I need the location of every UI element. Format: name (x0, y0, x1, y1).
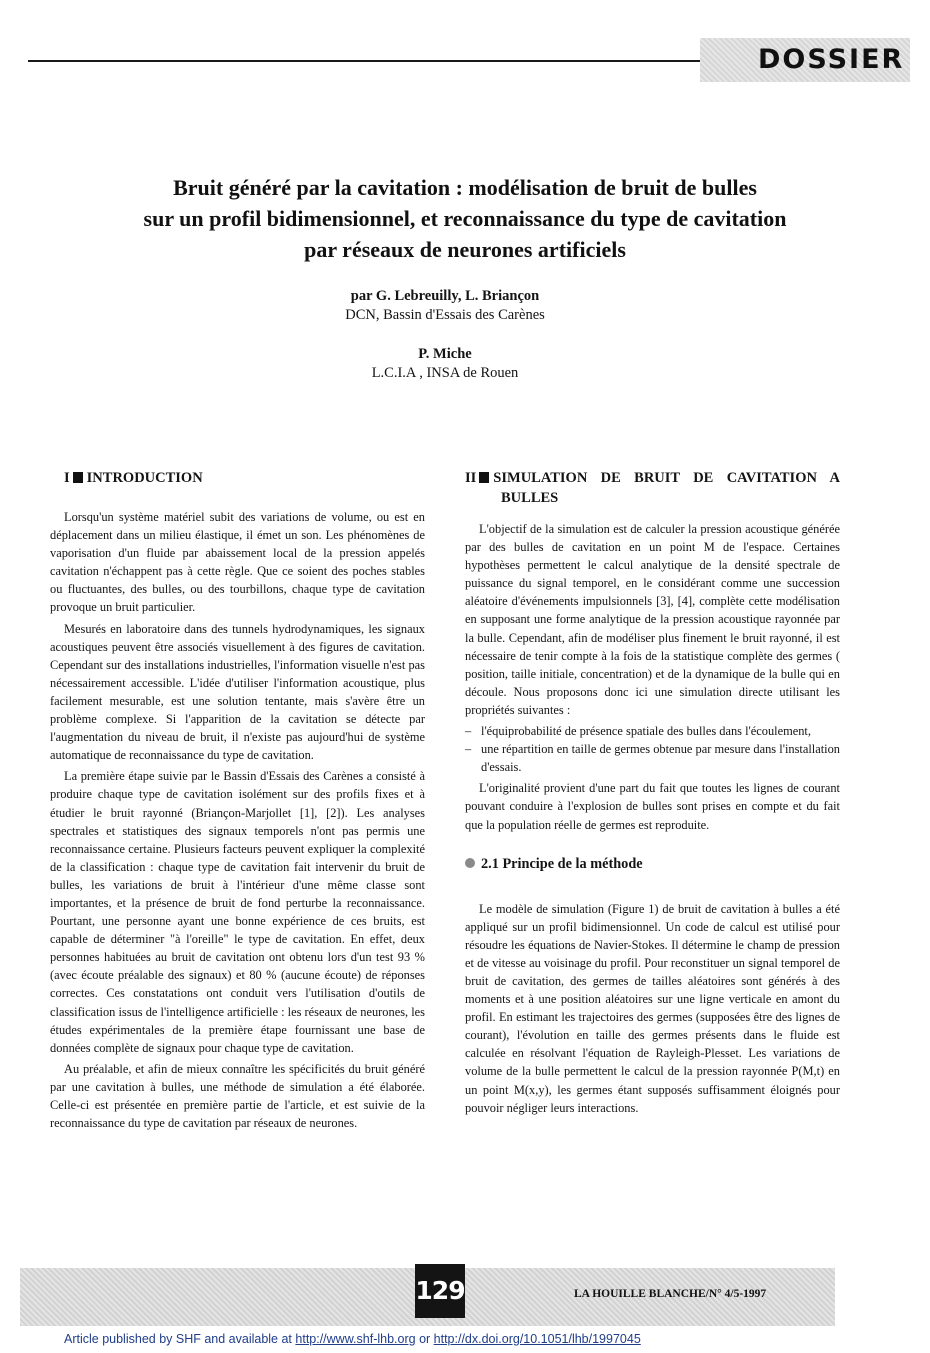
list-marker: – (465, 724, 472, 739)
subsection-title: 2.1 Principe de la méthode (481, 855, 643, 872)
credit-or: or (415, 1332, 434, 1346)
section-heading (50, 468, 425, 488)
author-names: par G. Lebreuilly, L. Briançon (350, 288, 540, 304)
round-bullet-icon (465, 858, 475, 868)
list-item (465, 740, 840, 776)
title-line: par réseaux de neurones artificiels (304, 237, 626, 262)
right-column (465, 468, 840, 1120)
author-block-1 (150, 287, 740, 325)
section-number: II (465, 470, 477, 486)
list-marker: – (465, 742, 472, 757)
left-column (50, 468, 425, 1135)
author-affiliation: DCN, Bassin d'Essais des Carènes (345, 307, 545, 323)
section-heading (465, 468, 840, 508)
square-bullet-icon (479, 472, 489, 483)
credit-text: Article published by SHF and available at (64, 1332, 296, 1346)
square-bullet-icon (73, 472, 83, 483)
list-item-text: une répartition en taille de germes obtenue par mesure dans l'installation d'essais. (481, 742, 840, 775)
page-number: 129 (415, 1264, 465, 1318)
journal-reference: LA HOUILLE BLANCHE/N° 4/5-1997 (574, 1288, 767, 1300)
doi-link[interactable]: http://dx.doi.org/10.1051/lhb/1997045 (433, 1332, 641, 1346)
title-line: Bruit généré par la cavitation : modélisation de bruit de bulles (173, 175, 757, 200)
paragraph: Au préalable, et afin de mieux connaître les spécificités du bruit généré par une cavitation à bulles, une méthode de simulation a été élaborée. Celle-ci est présentée en première partie de l'article, et est suivie de la reconnaissance du type de cavitation par réseaux de neurones. (50, 1061, 425, 1131)
section-title: SIMULATION DE BRUIT DE CAVITATION A BULLES (493, 470, 840, 506)
section-label: DOSSIER (758, 44, 905, 75)
list-item-text: l'équiprobabilité de présence spatiale des bulles dans l'écoulement, (481, 724, 811, 739)
paragraph: Le modèle de simulation (Figure 1) de bruit de cavitation à bulles a été appliqué sur un profil bidimensionnel. Un code de calcul est utilisé pour résoudre les équations de Navier-Stokes. Il détermine le champ de pression et de vitesse au voisinage du profil. Pour reconstituer un signal temporel de bruit de cavitation, des germes de tailles aléatoires sont générés à des moments et à une position aléatoires sur une ligne verticale en amont du profil. En estimant les trajectoires des germes (supposées être des lignes de courant), l'évolution en taille des germes présents dans le fluide est calculée en résolvant l'équation de Rayleigh-Plesset. Les variations de volume de la bulle permettent le calcul de la pression rayonnée P(M,t) en un point M(x,y), les germes étant supposés suffisamment éloignés pour pouvoir négliger leurs interactions. (465, 901, 840, 1115)
section-title: INTRODUCTION (86, 470, 203, 486)
paragraph: La première étape suivie par le Bassin d'Essais des Carènes a consisté à produire chaque type de cavitation isolément sur des profils fixes et à étudier le bruit rayonné (Briançon-Marjollet [1], [2]). Les analyses spectrales et statistiques des signaux temporels n'ont pas permis une reconnaissance certaine. Plusieurs facteurs peuvent expliquer la complexité de la classification : chaque type de cavitation fait intervenir du bruit de bulles, les variations de bruit à l'intérieur d'une même classe sont importantes, et la présence de bruit de fond perturbe la reconnaissance. Pourtant, une personne ayant une bonne expérience de ces bruits, est capable de déterminer "à l'oreille" le type de cavitation. En effet, deux personnes habituées au bruit de cavitation ont obtenu lors d'un test 93 % (avec écoute préalable des signaux) et 80 % (aucune écoute) de réponses correctes. Ces constatations ont conduit vers l'utilisation d'outils de classification issus de l'intelligence artificielle : les réseaux de neurones, les études expérimentales de la première étape fournissant une base de données complète de signaux pour chaque type de cavitation. (50, 769, 425, 1055)
author-block-2 (150, 345, 740, 383)
author-names: P. Miche (418, 346, 472, 362)
list-item (465, 722, 840, 740)
paragraph: Lorsqu'un système matériel subit des variations de volume, ou est en déplacement dans un milieu élastique, il émet un son. Les phénomènes de vaporisation d'un fluide par abaissement local de la pression appelés cavitation n'échappent pas à cette règle. Que ce soient des poches stables ou fluctuantes, des bulles, ou des tourbillons, chaque type de cavitation provoque un bruit particulier. (50, 510, 425, 615)
subsection-heading (465, 854, 840, 874)
author-affiliation: L.C.I.A , INSA de Rouen (371, 365, 519, 381)
publication-credit (64, 1332, 641, 1346)
shf-link[interactable]: http://www.shf-lhb.org (295, 1332, 416, 1346)
paragraph: Mesurés en laboratoire dans des tunnels hydrodynamiques, les signaux acoustiques peuvent être associés visuellement à des figures de cavitation. Cependant sur des installations industrielles, l'information visuelle n'est pas nécessairement accessible. L'idée d'utiliser l'information acoustique, plus facilement mesurable, est une solution tentante, mais s'avère être un problème complexe. Si l'apparition de la cavitation se détecte par l'augmentation du niveau de bruit, il n'existe pas aujourd'hui de système automatique de reconnaissance du type de cavitation. (50, 621, 425, 763)
title-line: sur un profil bidimensionnel, et reconnaissance du type de cavitation (143, 206, 787, 231)
article-title (70, 172, 860, 265)
section-number: I (64, 470, 70, 486)
paragraph: L'originalité provient d'une part du fait que toutes les lignes de courant pouvant conduire à l'explosion de bulles sont prises en compte et du fait que la population réelle de germes est reproduite. (465, 781, 840, 832)
paragraph: L'objectif de la simulation est de calculer la pression acoustique générée par des bulles de cavitation en un point M de l'espace. Certaines hypothèses permettent le calcul analytique de la densité spectrale de puissance du signal temporel, en le considérant comme une succession aléatoire d'événements impulsionnels [3], [4], complète cette modélisation en supposant une forme analytique de la pression acoustique rayonnée par la bulle. Cependant, afin de modéliser plus finement le bruit rayonné, il est nécessaire de tenir compte à la fois de la statistique complète des germes ( position, taille initiale, concentration) et de la dynamique de la bulle qui en découle. Nous proposons donc ici une simulation directe utilisant les propriétés suivantes : (465, 522, 840, 717)
